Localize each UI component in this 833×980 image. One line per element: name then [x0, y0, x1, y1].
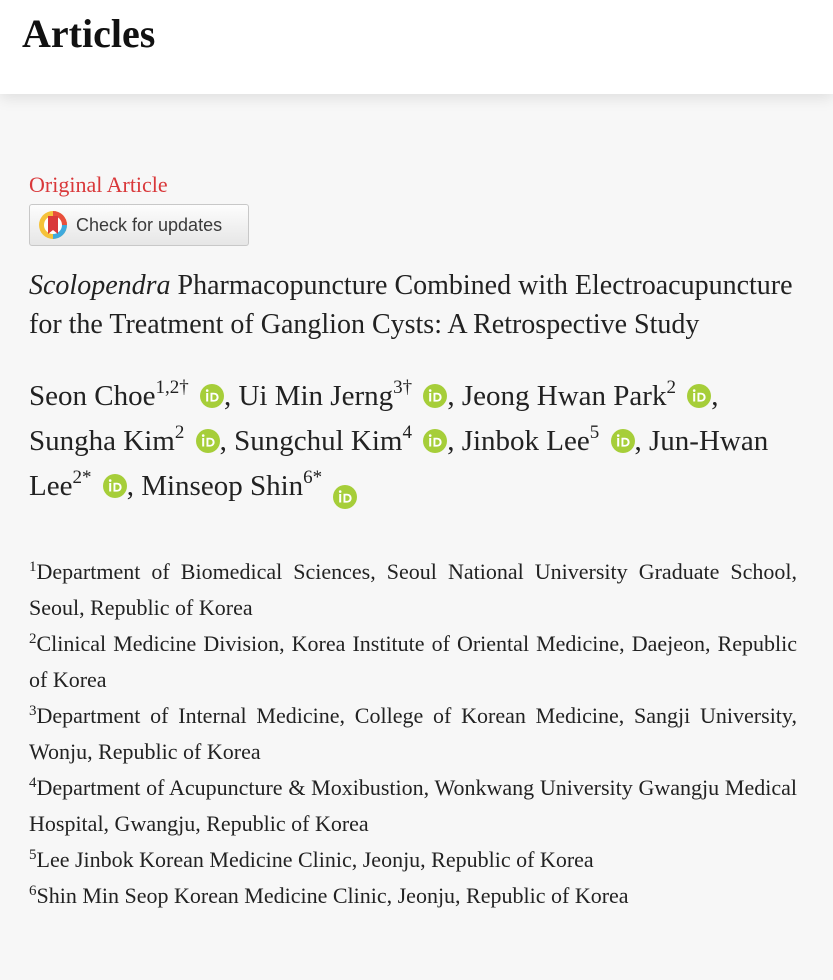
affiliation-number: 2: [29, 631, 37, 647]
author-separator: ,: [223, 380, 239, 412]
author-separator: ,: [447, 425, 462, 457]
check-for-updates-label: Check for updates: [76, 214, 223, 235]
author-separator: ,: [126, 470, 142, 502]
orcid-icon[interactable]: [103, 474, 127, 498]
author-affiliation-marker: 3†: [393, 377, 413, 398]
author-affiliation-marker: 4: [402, 422, 412, 443]
affiliation-text: Clinical Medicine Division, Korea Institute of Oriental Medicine, Daejeon, Republic of Korea: [29, 631, 797, 692]
author-name: Jun-Hwan Lee: [29, 425, 769, 502]
affiliation-number: 4: [29, 775, 37, 791]
article-title-italic: Scolopendra: [29, 270, 171, 301]
author-name: Ui Min Jerng: [238, 380, 394, 412]
author-affiliation-marker: 2: [666, 377, 676, 398]
affiliation-item: [29, 842, 797, 878]
author-name: Minseop Shin: [141, 470, 304, 502]
author-separator: ,: [447, 380, 462, 412]
affiliation-item: [29, 626, 797, 698]
author-affiliation-marker: 5: [589, 422, 600, 443]
orcid-icon[interactable]: [611, 429, 635, 453]
orcid-icon[interactable]: [333, 485, 357, 509]
author-name: Jinbok Lee: [461, 425, 590, 457]
affiliation-number: 1: [29, 559, 37, 575]
affiliation-item: [29, 770, 797, 842]
check-for-updates-button[interactable]: [29, 204, 249, 246]
author-name: Jeong Hwan Park: [461, 380, 667, 412]
author-affiliation-marker: 2*: [72, 467, 92, 488]
author-separator: ,: [711, 380, 719, 412]
orcid-icon[interactable]: [423, 384, 447, 408]
article-title: [29, 266, 797, 344]
author-separator: ,: [634, 425, 649, 457]
affiliation-text: Department of Internal Medicine, College of Korean Medicine, Sangji University, Wonju, Republic of Korea: [29, 703, 797, 764]
author-list: [29, 374, 797, 509]
affiliation-text: Department of Biomedical Sciences, Seoul National University Graduate School, Seoul, Republic of Korea: [29, 559, 797, 620]
affiliation-text: Shin Min Seop Korean Medicine Clinic, Jeonju, Republic of Korea: [36, 883, 629, 908]
page-title: Articles: [22, 11, 156, 56]
author-affiliation-marker: 1,2†: [155, 377, 189, 398]
article-content: [29, 168, 797, 914]
crossmark-icon: [38, 210, 68, 240]
page-header: [0, 0, 833, 94]
orcid-icon[interactable]: [423, 429, 447, 453]
author-name: Sungchul Kim: [234, 425, 403, 457]
orcid-icon[interactable]: [196, 429, 220, 453]
article-type: Original Article: [29, 172, 168, 197]
affiliation-text: Lee Jinbok Korean Medicine Clinic, Jeonju, Republic of Korea: [36, 847, 594, 872]
author-affiliation-marker: 2: [174, 422, 185, 443]
orcid-icon[interactable]: [687, 384, 711, 408]
affiliation-list: [29, 554, 797, 914]
orcid-icon[interactable]: [200, 384, 224, 408]
affiliation-number: 6: [29, 883, 37, 899]
article-title-rest: Pharmacopuncture Combined with Electroacupuncture for the Treatment of Ganglion Cysts: A Retrospective Study: [29, 270, 793, 340]
affiliation-item: [29, 554, 797, 626]
affiliation-number: 5: [29, 847, 37, 863]
affiliation-item: [29, 698, 797, 770]
author-name: Seon Choe: [29, 380, 156, 412]
affiliation-item: [29, 878, 797, 914]
author-affiliation-marker: 6*: [303, 467, 323, 488]
affiliation-number: 3: [29, 703, 37, 719]
author-separator: ,: [219, 425, 235, 457]
affiliation-text: Department of Acupuncture & Moxibustion, Wonkwang University Gwangju Medical Hospital, Gwangju, Republic of Korea: [29, 775, 797, 836]
author-name: Sungha Kim: [29, 425, 175, 457]
